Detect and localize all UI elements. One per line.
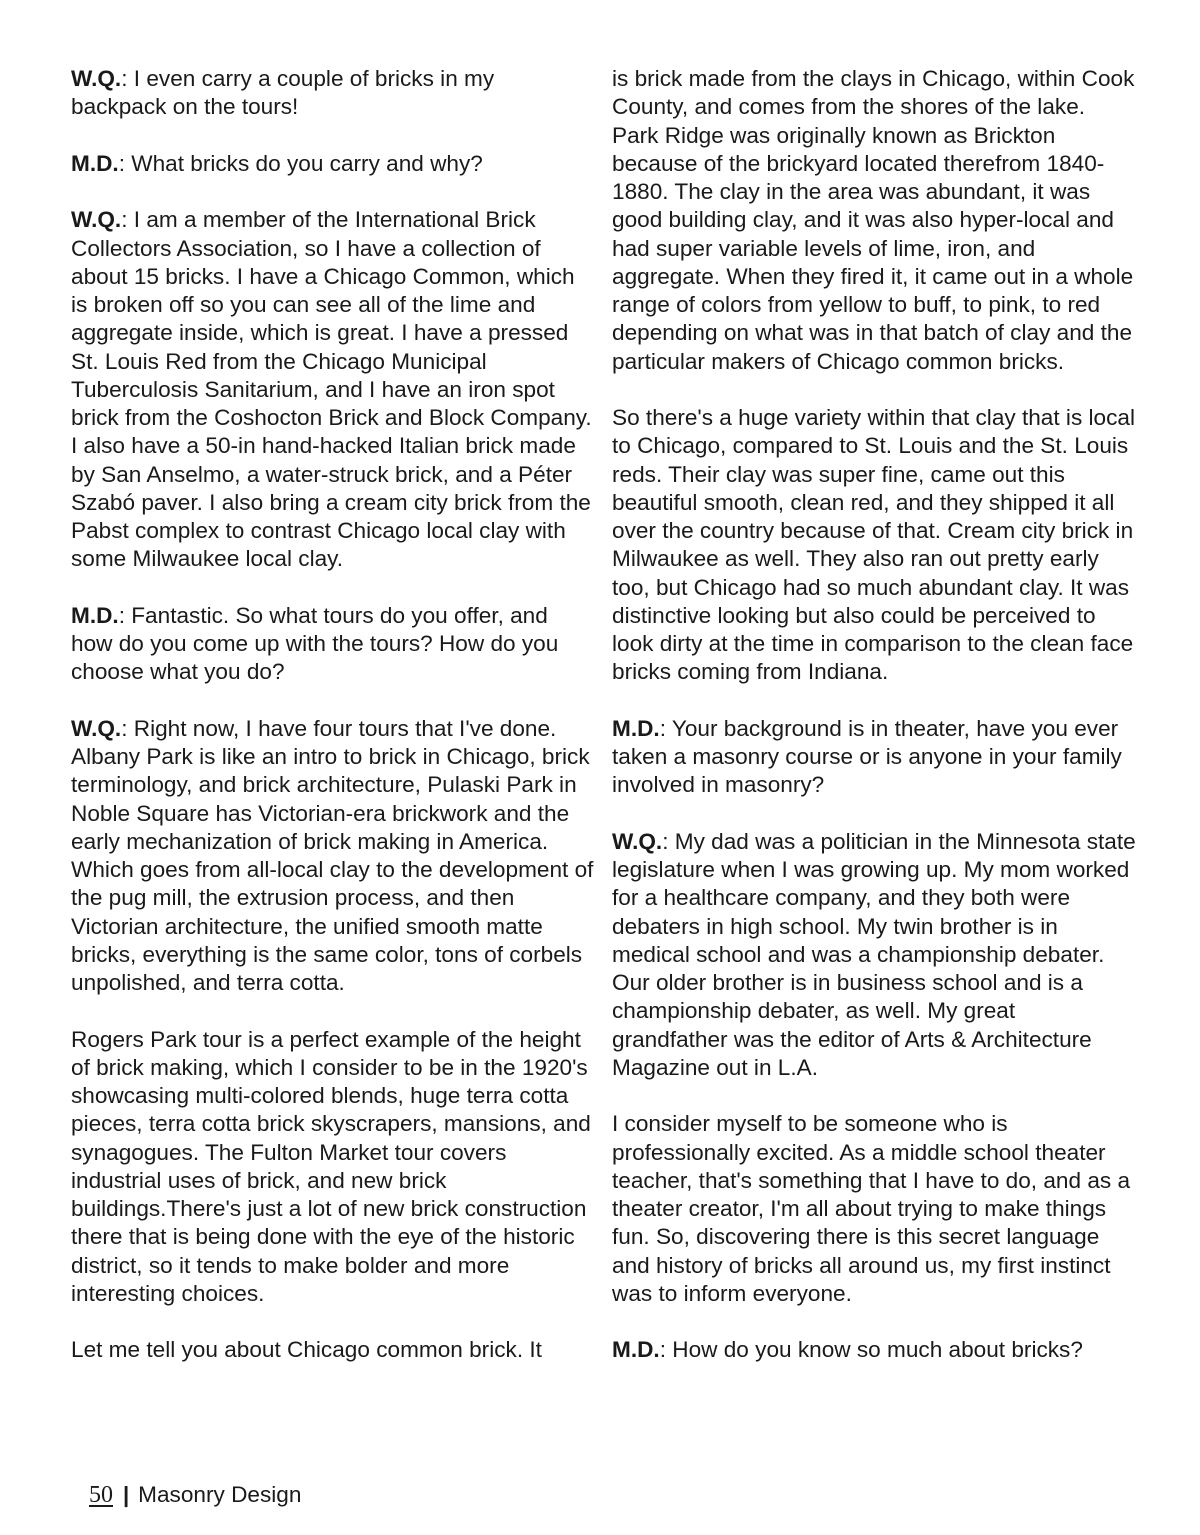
paragraph-text: Rogers Park tour is a perfect example of the height of brick making, which I consider to be in the 1920's showcasing multi-colored blends, huge terra cotta pieces, terra cotta brick skyscrapers, mansions, and synagogues. The Fulton Market tour covers industrial uses of brick, and new brick buildings.There's just a lot of new brick construction there that is being done with the eye of the historic district, so it tends to make bolder and more interesting choices. [71, 1026, 591, 1306]
paragraph-text: : What bricks do you carry and why? [118, 150, 483, 176]
paragraph-text: : I am a member of the International Brick Collectors Association, so I have a collection of about 15 bricks. I have a Chicago Common, which is broken off so you can see all of the lime and aggregate inside, which is great. I have a pressed St. Louis Red from the Chicago Municipal Tuberculosis Sanitarium, and I have an iron spot brick from the Coshocton Brick and Block Company. I also have a 50-in hand-hacked Italian brick made by San Anselmo, a water-struck brick, and a Péter Szabó paver. I also bring a cream city brick from the Pabst complex to contrast Chicago local clay with some Milwaukee local clay. [71, 207, 592, 572]
paragraph-text: Let me tell you about Chicago common brick. It [71, 1337, 542, 1363]
speaker-label: M.D. [71, 150, 119, 176]
speaker-label: M.D. [612, 715, 660, 741]
paragraph-text: I consider myself to be someone who is professionally excited. As a middle school theater teacher, that's something that I have to do, and as a theater creator, I'm all about trying to make things fun. So, discovering there is this secret language and history of bricks all around us, my first instinct was to inform everyone. [612, 1111, 1131, 1306]
paragraph-text: : My dad was a politician in the Minnesota state legislature when I was growing up. My mom worked for a healthcare company, and they both were debaters in high school. My twin brother is in medical school and was a championship debater. Our older brother is in business school and is a championship debater, as well. My great grandfather was the editor of Arts & Architecture Magazine out in L.A. [612, 828, 1136, 1080]
paragraph-text: is brick made from the clays in Chicago, within Cook County, and comes from the shores of the lake. Park Ridge was originally known as Brickton because of the brickyard located therefrom 1840-1880. The clay in the area was abundant, it was good building clay, and it was also hyper-local and had super variable levels of lime, iron, and aggregate. When they fired it, it came out in a whole range of colors from yellow to buff, to pink, to red depending on what was in that batch of clay and the particular makers of Chicago common bricks. [612, 66, 1135, 374]
speaker-label: M.D. [612, 1337, 660, 1363]
page-footer [89, 1482, 301, 1514]
paragraph-text: So there's a huge variety within that clay that is local to Chicago, compared to St. Louis and the St. Louis reds. Their clay was super fine, came out this beautiful smooth, clean red, and they shipped it all over the country because of that. Cream city brick in Milwaukee as well. They also ran out pretty early too, but Chicago had so much abundant clay. It was distinctive looking but also could be perceived to look dirty at the time in comparison to the clean face bricks coming from Indiana. [612, 405, 1135, 685]
paragraph [71, 1026, 595, 1309]
right-column [612, 65, 1136, 1393]
paragraph [71, 65, 595, 122]
paragraph [71, 715, 595, 998]
paragraph [612, 828, 1136, 1082]
speaker-label: M.D. [71, 602, 119, 628]
left-column [71, 65, 595, 1393]
paragraph [612, 715, 1136, 800]
paragraph [612, 1336, 1136, 1364]
page-number: 50 [89, 1482, 113, 1508]
paragraph [71, 1336, 595, 1364]
paragraph [612, 404, 1136, 687]
paragraph-text: : How do you know so much about bricks? [659, 1337, 1083, 1363]
paragraph [612, 1110, 1136, 1308]
speaker-label: W.Q. [71, 715, 122, 741]
paragraph [71, 150, 595, 178]
paragraph-text: : Right now, I have four tours that I've done. Albany Park is like an intro to brick in Chicago, brick terminology, and brick architecture, Pulaski Park in Noble Square has Victorian-era brickwork and the early mechanization of brick making in America. Which goes from all-local clay to the development of the pug mill, the extrusion process, and then Victorian architecture, the unified smooth matte bricks, everything is the same color, tons of corbels unpolished, and terra cotta. [71, 715, 594, 995]
speaker-label: W.Q. [612, 828, 663, 854]
paragraph-text: : Your background is in theater, have you ever taken a masonry course or is anyone in your family involved in masonry? [612, 715, 1122, 798]
speaker-label: W.Q. [71, 207, 122, 233]
footer-separator: | [123, 1482, 130, 1507]
paragraph [71, 206, 595, 573]
paragraph [71, 602, 595, 687]
paragraph [612, 65, 1136, 376]
paragraph-text: : Fantastic. So what tours do you offer, and how do you come up with the tours? How do you choose what you do? [71, 602, 559, 685]
publication-name: Masonry Design [138, 1482, 302, 1507]
speaker-label: W.Q. [71, 66, 122, 91]
paragraph-text: : I even carry a couple of bricks in my backpack on the tours! [71, 66, 495, 120]
